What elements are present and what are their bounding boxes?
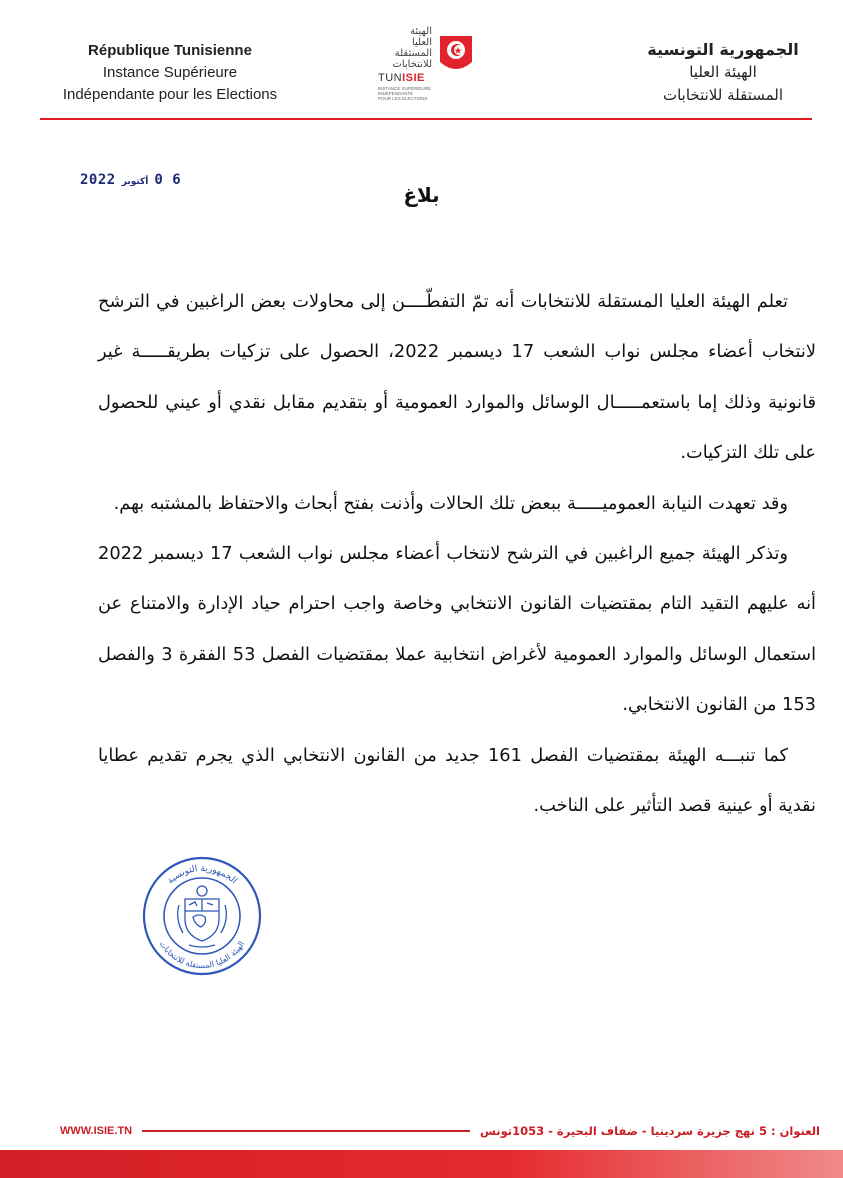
header-ar-line-2: الهيئة العليا [689,63,757,81]
paragraph-2: وقد تعهدت النيابة العموميـــــة ببعض تلك الحالات وأذنت بفتح أبحاث والاحتفاظ بالمشتبه بهم. [113,492,788,514]
seal-text-top: الجمهورية التونسية [165,863,239,887]
official-seal-icon [141,855,263,977]
date-month: أكتوبر [121,177,149,187]
logo-arabic-text: الهيئة العليا المستقلة للانتخابات [392,26,432,70]
isie-logo [376,26,486,106]
header-fr-line-1: République Tunisienne [88,42,252,59]
tunisia-flag-icon [436,32,476,76]
document-title: بلاغ [403,183,440,207]
paragraph-1: تعلم الهيئة العليا المستقلة للانتخابات أنه تمّ التفطّــــن إلى محاولات بعض الراغبين في الترشح لانتخاب أعضاء مجلس نواب الشعب 17 ديسمبر 2022، الحصول على تزكيات بطريقـــــة غير قانونية وذلك إما باستعمـــــال الوسائل والموارد العمومية أو بتقديم مقابل نقدي أو عيني للحصول على تلك التزكيات. [98,291,816,464]
header-ar-line-3: المستقلة للانتخابات [662,86,784,104]
header-divider [40,118,812,120]
footer [60,1120,820,1142]
logo-subtitle: INSTANCE SUPÉRIEURE INDÉPENDANTE POUR LES ELECTIONS [378,86,431,101]
logo-brand: TUNISIE [378,72,425,84]
header-ar-line-1: الجمهورية التونسية [647,40,799,59]
header-french [40,40,300,106]
footer-website: WWW.ISIE.TN [60,1125,133,1137]
header-fr-line-3: Indépendante pour les Elections [62,86,278,103]
footer-band [0,1150,843,1178]
footer-address: العنوان : 5 نهج جزيرة سردينيا - ضفاف البحيرة - 1053تونس [480,1124,820,1138]
date-year: 2022 [80,172,116,188]
seal-text-bottom: الهيئة العليا المستقلة للانتخابات [157,939,247,970]
document-body [98,277,816,831]
footer-divider [142,1130,470,1132]
header-fr-line-2: Instance Supérieure [102,64,238,81]
paragraph-4: كما تنبـــه الهيئة بمقتضيات الفصل 161 جديد من القانون الانتخابي الذي يجرم تقديم عطايا نقدية أو عينية قصد التأثير على الناخب. [98,744,816,817]
header-arabic [633,38,813,107]
date-day: 0 6 [154,172,182,188]
paragraph-3: وتذكر الهيئة جميع الراغبين في الترشح لانتخاب أعضاء مجلس نواب الشعب 17 ديسمبر 2022 أنه عليهم التقيد التام بمقتضيات القانون الانتخابي وخاصة واجب احترام حياد الإدارة والامتناع عن استعمال الوسائل والموارد العمومية لأغراض انتخابية عملا بمقتضيات الفصل 53 الفقرة 3 والفصل 153 من القانون الانتخابي. [98,543,817,716]
